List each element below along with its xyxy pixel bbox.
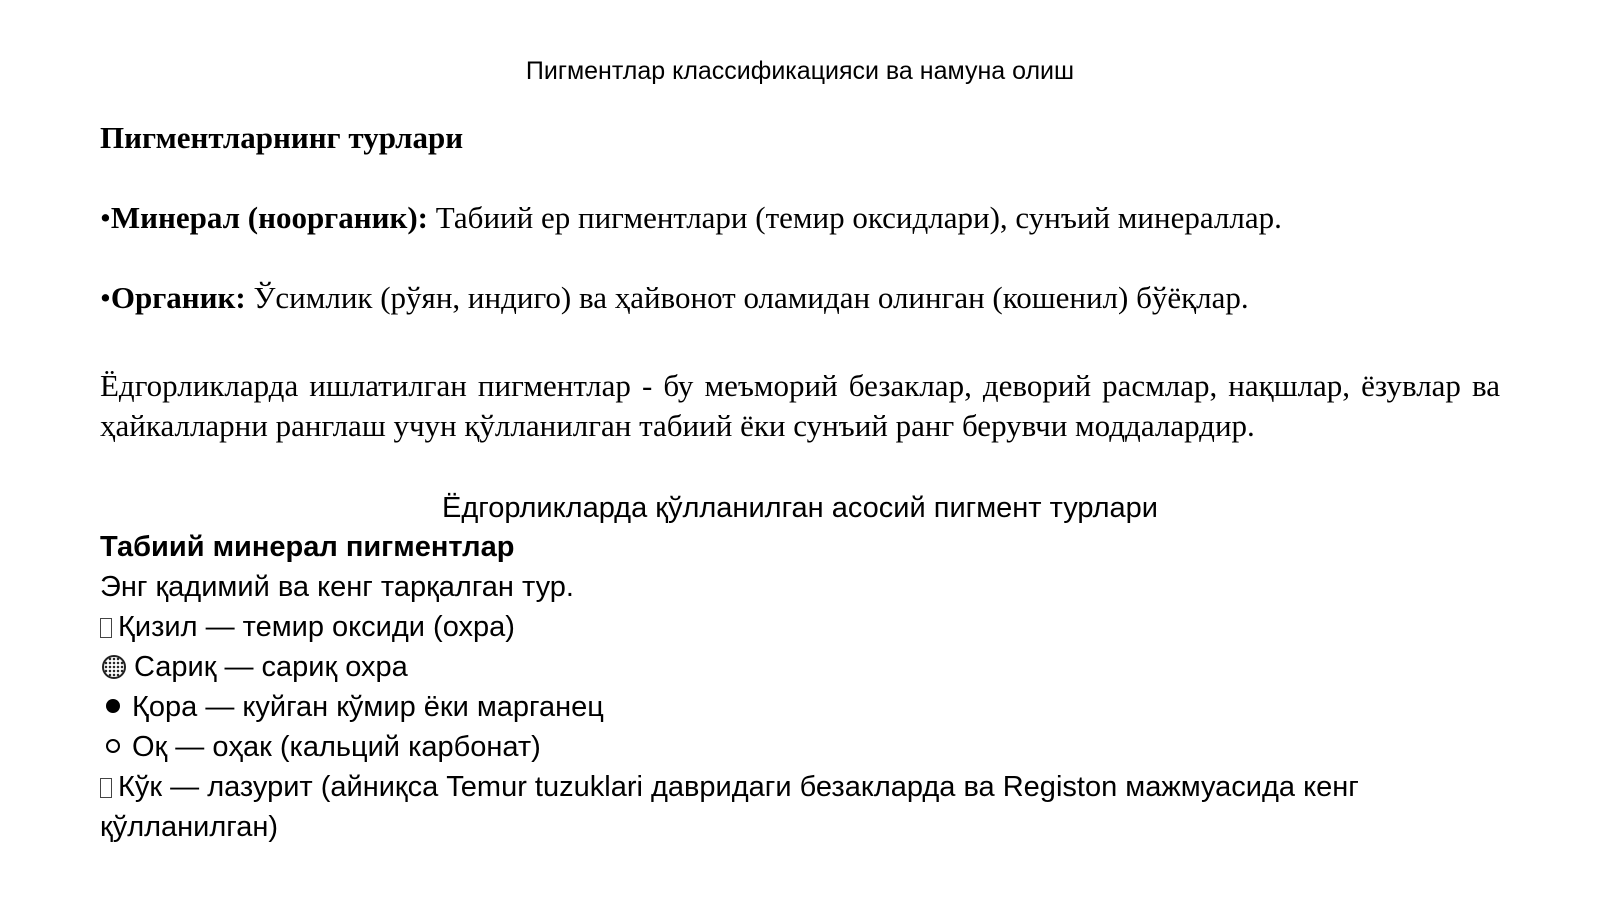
pigment-text: Оқ — оҳак (кальций карбонат) (132, 731, 541, 763)
bullet-text: Табиий ер пигментлари (темир оксидлари), сунъий минераллар. (428, 200, 1282, 235)
bullet-mineral (100, 198, 1500, 238)
bullet-marker: • (100, 200, 111, 235)
pigment-text: Қизил — темир оксиди (охра) (118, 611, 515, 643)
bullet-organic (100, 278, 1500, 318)
pigment-text: Қора — куйган кўмир ёки марганец (132, 691, 604, 723)
definition-paragraph: Ёдгорликларда ишлатилган пигментлар - бу меъморий безаклар, деворий расмлар, нақшлар, ёзувлар ва ҳайкалларни ранглаш учун қўлланилган табиий ёки сунъий ранг берувчи моддалардир. (100, 368, 1500, 443)
slide-title: Пигментлар классификацияси ва намуна олиш (525, 57, 1075, 85)
black-circle-icon (106, 699, 120, 713)
bullet-label: Минерал (ноорганик): (110, 200, 428, 235)
list-item (100, 767, 1500, 847)
bullet-text: Ўсимлик (рўян, индиго) ва ҳайвонот оламидан олинган (кошенил) бўёқлар. (245, 280, 1249, 315)
bullet-marker: • (100, 280, 111, 315)
pigment-list (100, 527, 1500, 847)
white-circle-icon (106, 739, 120, 753)
mineral-heading: Табиий минерал пигментлар (100, 531, 515, 563)
types-heading: Пигментларнинг турлари (100, 120, 464, 155)
list-item (100, 647, 1500, 687)
pigment-text: Кўк — лазурит (айниқса Temur tuzuklari давридаги безакларда ва Registon мажмуасида кенг қўлланилган) (100, 771, 1359, 843)
section-title: Ёдгорликларда қўлланилган асосий пигмент турлари (442, 492, 1158, 524)
pigment-text: Сариқ — сариқ охра (134, 651, 408, 683)
missing-glyph-icon (100, 778, 112, 798)
bullet-label: Органик: (110, 280, 246, 315)
list-item (100, 687, 1500, 727)
list-item (100, 607, 1500, 647)
list-item (100, 727, 1500, 767)
missing-glyph-icon (100, 618, 112, 638)
dotted-circle-icon (102, 655, 126, 679)
mineral-intro: Энг қадимий ва кенг тарқалган тур. (100, 571, 574, 603)
